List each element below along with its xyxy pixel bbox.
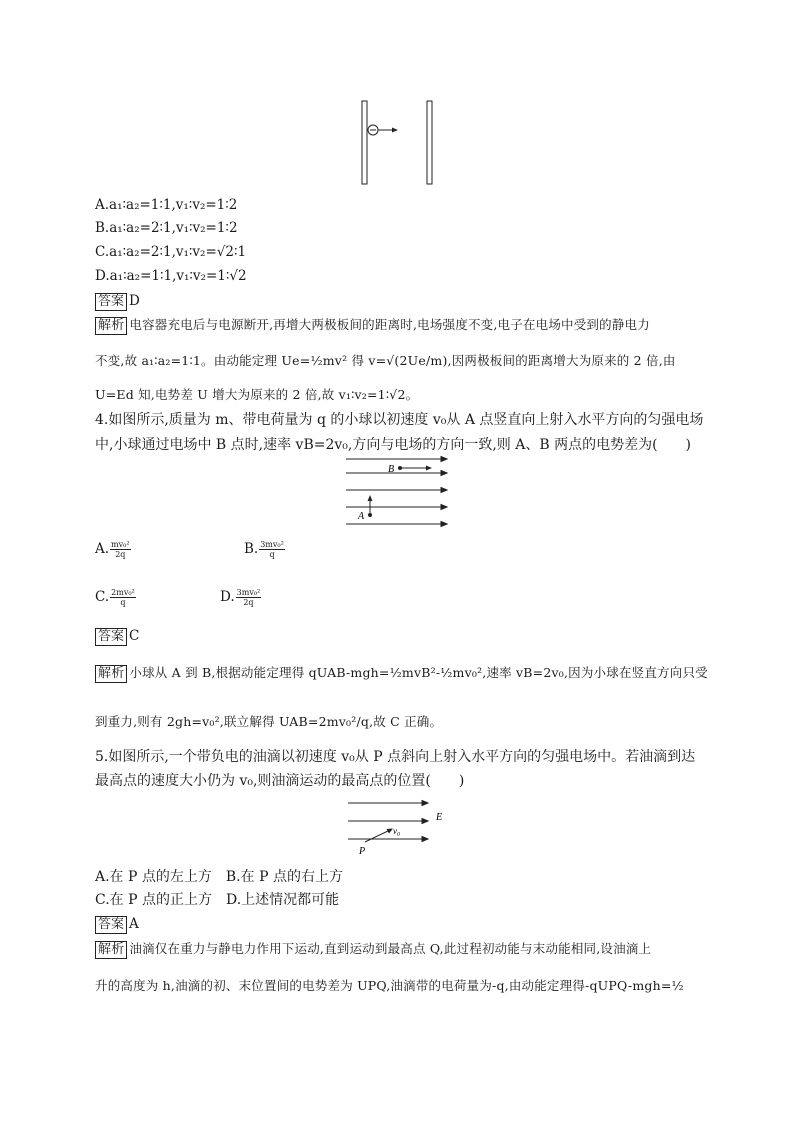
left-plate — [362, 101, 367, 184]
q3-option-b: B.a₁∶a₂=2∶1,v₁∶v₂=1∶2 — [95, 220, 238, 236]
explanation-label: 解析 — [95, 665, 127, 683]
q4-explanation-line-2: 到重力,则有 2gh=v₀²,联立解得 UAB=2mv₀²/q,故 C 正确。 — [95, 714, 443, 729]
q4-stem-line-1: 4.如图所示,质量为 m、带电荷量为 q 的小球以初速度 v₀从 A 点竖直向上射入水平方向的匀强电场 — [95, 412, 704, 428]
q4-answer: C — [129, 628, 140, 644]
q4-answer-row — [95, 627, 139, 646]
q5-answer-row — [95, 915, 139, 934]
q3-option-c: C.a₁∶a₂=2∶1,v₁∶v₂=√2∶1 — [95, 244, 247, 260]
v0-arrow — [365, 830, 390, 842]
q5-options-row-1: A.在 P 点的左上方 B.在 P 点的右上方 — [95, 869, 343, 885]
q3-option-d: D.a₁∶a₂=1∶1,v₁∶v₂=1∶√2 — [95, 268, 247, 284]
answer-label: 答案 — [95, 916, 127, 934]
q5-answer: A — [129, 916, 139, 932]
q5-options-row-2: C.在 P 点的正上方 D.上述情况都可能 — [95, 892, 340, 908]
explanation-label: 解析 — [95, 941, 127, 959]
q5-explanation-line-1: 解析 油滴仅在重力与静电力作用下运动,直到运动到最高点 Q,此过程初动能与末动能相同,设油滴上 — [95, 940, 651, 959]
answer-label: 答案 — [95, 293, 127, 311]
capacitor-figure — [355, 96, 445, 188]
q3-explanation-line-1: 解析 电容器充电后与电源断开,再增大两极板间的距离时,电场强度不变,电子在电场中受到的静电力 — [95, 316, 650, 335]
q4-explanation-line-1: 解析 小球从 A 到 B,根据动能定理得 qUAB-mgh=½mvB²-½mv₀²,速率 vB=2v₀,因为小球在竖直方向只受 — [95, 664, 708, 683]
q3-answer: D — [129, 293, 140, 309]
answer-label: 答案 — [95, 628, 127, 646]
q3-explanation-line-2: 不变,故 a₁∶a₂=1∶1。由动能定理 Ue=½mv² 得 v=√(2Ue/m),因两极板间的距离增大为原来的 2 倍,由 — [95, 353, 676, 368]
label-b: B — [388, 464, 395, 475]
label-e: E — [436, 812, 443, 823]
label-v0: v₀ — [393, 826, 401, 836]
q4-option-b: B. $\frac{\text{3mv₀²}}{q}$ — [244, 540, 284, 559]
q5-stem-line-1: 5.如图所示,一个带负电的油滴以初速度 v₀从 P 点斜向上射入水平方向的匀强电场中。若油滴到达 — [95, 749, 696, 765]
q3-option-a: A.a₁∶a₂=1∶1,v₁∶v₂=1∶2 — [95, 197, 238, 213]
right-plate — [427, 101, 432, 184]
explanation-label: 解析 — [95, 317, 127, 335]
point-a — [368, 513, 372, 517]
point-b — [398, 466, 402, 470]
q3-explanation-line-3: U=Ed 知,电势差 U 增大为原来的 2 倍,故 v₁∶v₂=1∶√2。 — [95, 387, 419, 402]
q5-stem-line-2: 最高点的速度大小仍为 v₀,则油滴运动的最高点的位置( ) — [95, 773, 465, 789]
label-p: P — [359, 846, 366, 857]
q5-explanation-line-2: 升的高度为 h,油滴的初、末位置间的电势差为 UPQ,油滴带的电荷量为-q,由动能定理得-qUPQ-mgh=½ — [95, 978, 684, 993]
q4-stem-line-2: 中,小球通过电场中 B 点时,速率 vB=2v₀,方向与电场的方向一致,则 A、B 两点的电势差为( ) — [95, 437, 692, 453]
q4-option-d: D. $\frac{\text{3mv₀²}}{2q}$ — [220, 588, 261, 607]
q5-field-figure — [345, 798, 455, 860]
label-a: A — [358, 511, 365, 522]
q4-option-c: C. $\frac{\text{2mv₀²}}{q}$ — [95, 588, 135, 607]
q3-answer-row — [95, 292, 140, 311]
q4-option-a: A. $\frac{\text{mv₀²}}{2q}$ — [95, 540, 130, 559]
q4-field-figure — [343, 454, 451, 532]
